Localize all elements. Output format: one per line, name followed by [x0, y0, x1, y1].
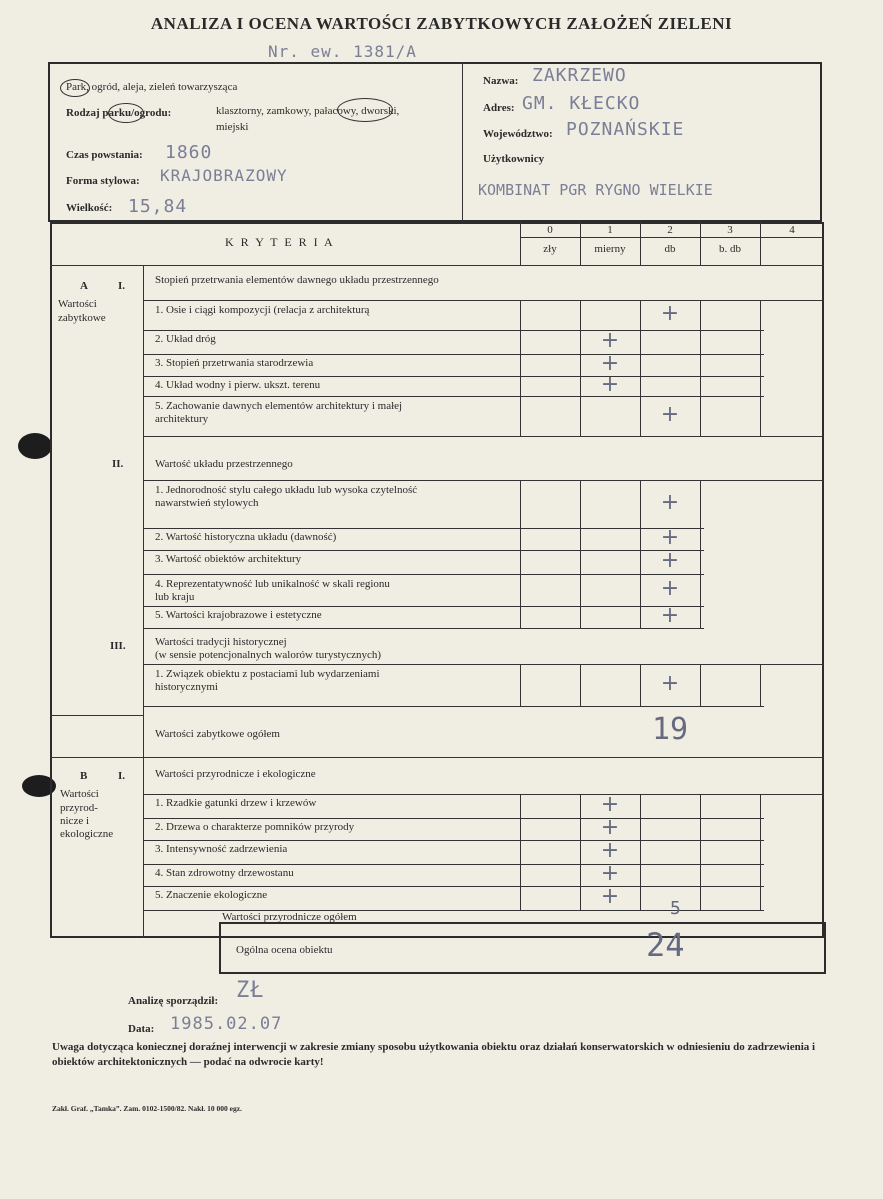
prepared-label: Analizę sporządził:: [128, 995, 219, 1007]
section-a-roman-2: II.: [112, 458, 124, 470]
criterion-label: 4. Stan zdrowotny drzewostanu: [155, 867, 294, 879]
b1-check-mark: +: [600, 861, 620, 886]
criterion-label: 5. Zachowanie dawnych elementów architektury i małej: [155, 400, 403, 412]
created-label: Czas powstania:: [66, 149, 143, 161]
address-value: GM. KŁECKO: [522, 93, 641, 114]
criterion-label: 2. Układ dróg: [155, 333, 216, 345]
a2-criterion-2: [155, 531, 336, 544]
a1-criterion-1: [155, 304, 369, 317]
print-info: Zakł. Graf. „Tamka”. Zam. 0102-1500/82. Nakł. 10 000 egz.: [52, 1104, 242, 1113]
section-a-label-1: Wartości: [58, 298, 97, 310]
criterion-label: 5. Wartości krajobrazowe i estetyczne: [155, 609, 322, 621]
b1-criterion-2: [155, 821, 354, 834]
criterion-label-2: nawarstwień stylowych: [155, 497, 259, 509]
a1-check-mark: +: [660, 402, 680, 427]
criterion-label: 1. Związek obiektu z postaciami lub wydarzeniami: [155, 668, 380, 680]
a1-check-mark: +: [600, 372, 620, 397]
voivodeship-label: Województwo:: [483, 128, 553, 140]
b1-check-mark: +: [600, 815, 620, 840]
voivodeship-value: POZNAŃSKIE: [566, 119, 685, 140]
a1-check-mark: +: [660, 301, 680, 326]
b1-criterion-5: [155, 889, 267, 902]
a1-check-mark: +: [600, 328, 620, 353]
a3-check-mark: +: [660, 671, 680, 696]
section-b-label-1: Wartości: [60, 788, 99, 800]
b-total-value: 5: [670, 898, 681, 919]
criterion-label-2: historycznymi: [155, 681, 218, 693]
score-label-2: db: [664, 243, 676, 255]
park-kind-label: Rodzaj parku/ogrodu:: [66, 107, 172, 119]
criterion-label: 5. Znaczenie ekologiczne: [155, 889, 268, 901]
section-a-label-2: zabytkowe: [58, 312, 106, 324]
section-a-roman-1: I.: [118, 280, 126, 292]
overall-label: Ogólna ocena obiektu: [236, 944, 333, 956]
size-value: 15,84: [128, 196, 188, 217]
criterion-label: 3. Stopień przetrwania starodrzewia: [155, 357, 314, 369]
date-value: 1985.02.07: [170, 1014, 283, 1034]
date-label: Data:: [128, 1023, 155, 1035]
section-b-letter: B: [80, 770, 88, 782]
style-value: KRAJOBRAZOWY: [160, 166, 288, 185]
score-2: 2: [667, 224, 673, 236]
a2-check-mark: +: [660, 490, 680, 515]
name-label: Nazwa:: [483, 75, 519, 87]
b1-check-mark: +: [600, 838, 620, 863]
users-value: KOMBINAT PGR RYGNO WIELKIE: [478, 181, 713, 199]
score-1: 1: [607, 224, 613, 236]
b1-criterion-1: [155, 797, 316, 810]
criterion-label-2: lub kraju: [155, 591, 195, 603]
a2-check-mark: +: [660, 603, 680, 628]
criterion-label: 2. Wartość historyczna układu (dawność): [155, 531, 337, 543]
score-label-0: zły: [543, 243, 557, 255]
criterion-label: 1. Osie i ciągi kompozycji (relacja z architekturą: [155, 304, 370, 316]
b1-check-mark: +: [600, 792, 620, 817]
section-b-label-3: nicze i: [60, 815, 90, 827]
score-label-1: mierny: [594, 243, 626, 255]
a1-criterion-5: [155, 400, 402, 426]
a1-criterion-2: [155, 333, 216, 346]
criteria-heading: K R Y T E R I A: [225, 235, 335, 249]
park-kind-options: klasztorny, zamkowy, pałacowy, dworski,: [216, 105, 400, 117]
park-type-line: Park, ogród, aleja, zieleń towarzysząca: [66, 81, 238, 93]
score-label-3: b. db: [719, 243, 741, 255]
document-title: ANALIZA I OCENA WARTOŚCI ZABYTKOWYCH ZAŁOŻEŃ ZIELENI: [150, 14, 733, 33]
name-value: ZAKRZEWO: [532, 65, 627, 86]
group-a3-title-line2: (w sensie potencjonalnych walorów turystycznych): [155, 649, 382, 661]
group-a3-title: [155, 636, 381, 662]
address-label: Adres:: [483, 102, 515, 114]
a-total-label: Wartości zabytkowe ogółem: [155, 728, 280, 740]
register-number: Nr. ew. 1381/A: [268, 42, 417, 61]
criterion-label: 3. Intensywność zadrzewienia: [155, 843, 288, 855]
style-label: Forma stylowa:: [66, 175, 140, 187]
section-a-roman-3: III.: [110, 640, 126, 652]
a2-criterion-5: [155, 609, 322, 622]
created-value: 1860: [165, 142, 213, 163]
a1-criterion-4: [155, 379, 320, 392]
criterion-label-2: architektury: [155, 413, 209, 425]
score-3: 3: [727, 224, 733, 236]
group-a2-title: Wartość układu przestrzennego: [155, 458, 293, 470]
a2-criterion-3: [155, 553, 301, 566]
section-b-roman: I.: [118, 770, 126, 782]
section-a-letter: A: [80, 280, 88, 292]
score-4: 4: [789, 224, 795, 236]
b1-criterion-4: [155, 867, 294, 880]
a2-check-mark: +: [660, 548, 680, 573]
size-label: Wielkość:: [66, 202, 113, 214]
group-a3-title-line1: Wartości tradycji historycznej: [155, 636, 287, 648]
a1-criterion-3: [155, 357, 313, 370]
ink-blot: [18, 433, 52, 459]
users-label: Użytkownicy: [483, 153, 545, 165]
criterion-label: 1. Jednorodność stylu całego układu lub wysoka czytelność: [155, 484, 418, 496]
section-b-label-4: ekologiczne: [60, 828, 114, 840]
b1-check-mark: +: [600, 884, 620, 909]
park-kind-options-2: miejski: [216, 121, 249, 133]
b-total-label: Wartości przyrodnicze ogółem: [222, 911, 357, 923]
score-0: 0: [547, 224, 553, 236]
criterion-label: 2. Drzewa o charakterze pomników przyrody: [155, 821, 355, 833]
a3-criterion-1: [155, 668, 380, 694]
b1-criterion-3: [155, 843, 287, 856]
criterion-label: 1. Rzadkie gatunki drzew i krzewów: [155, 797, 317, 809]
a2-check-mark: +: [660, 525, 680, 550]
criterion-label: 4. Reprezentatywność lub unikalność w skali regionu: [155, 578, 390, 590]
a2-check-mark: +: [660, 576, 680, 601]
intervention-note: Uwaga dotycząca koniecznej doraźnej interwencji w zakresie zmiany sposobu użytkowania obiektu oraz działań konserwatorskich w odniesieniu do zadrzewienia i obiektów architektonicznych — podać na odwrocie karty!: [52, 1041, 816, 1068]
a2-criterion-1: [155, 484, 417, 510]
criterion-label: 4. Układ wodny i pierw. ukszt. terenu: [155, 379, 321, 391]
group-b1-title: Wartości przyrodnicze i ekologiczne: [155, 768, 316, 780]
prepared-value: ZŁ: [236, 978, 265, 1003]
overall-value: 24: [646, 926, 685, 964]
a2-criterion-4: [155, 578, 390, 604]
group-a1-title: Stopień przetrwania elementów dawnego układu przestrzennego: [155, 274, 439, 286]
a-total-value: 19: [652, 712, 689, 747]
section-b-label-2: przyrod-: [60, 802, 98, 814]
a1-check-mark: +: [600, 351, 620, 376]
criterion-label: 3. Wartość obiektów architektury: [155, 553, 302, 565]
